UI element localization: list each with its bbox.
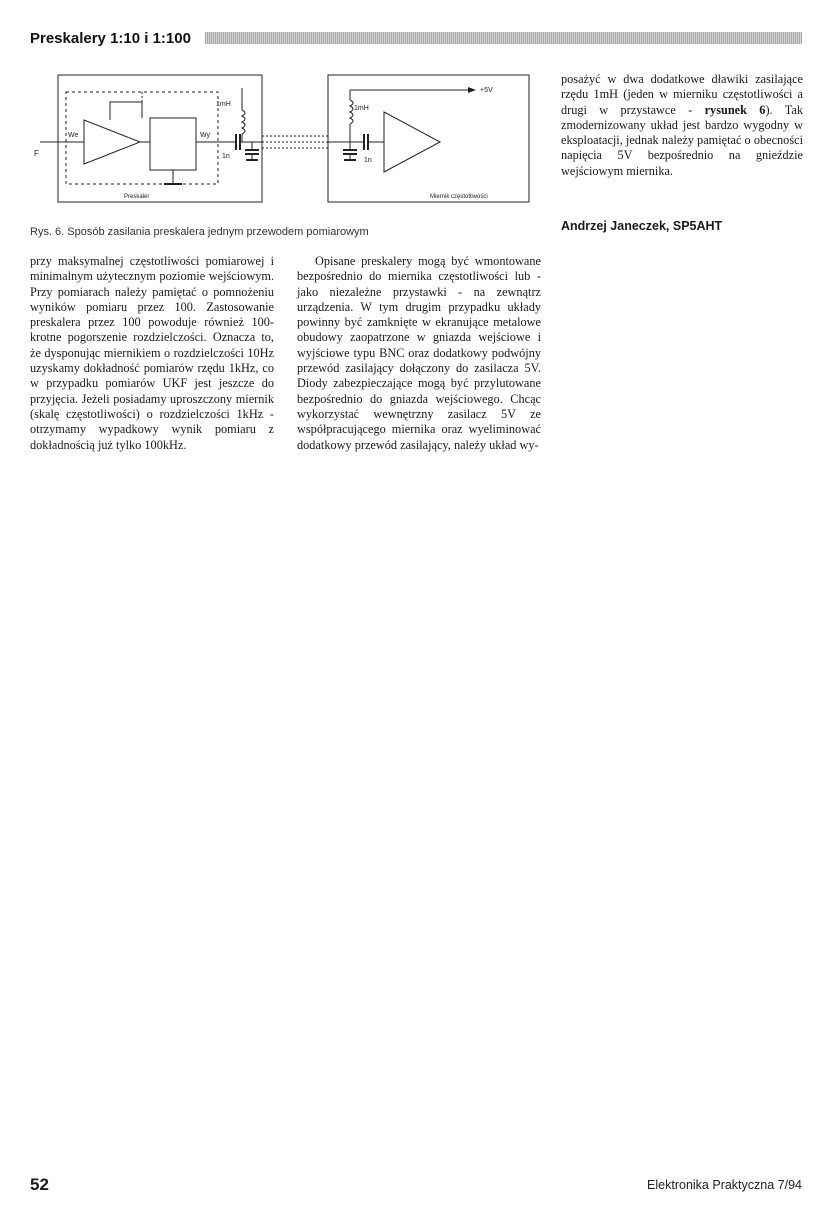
author-signature: Andrzej Janeczek, SP5AHT (561, 219, 723, 233)
column-3-text (561, 72, 803, 179)
figure-reference: rysunek 6 (704, 102, 766, 117)
fig-label-input: F (34, 149, 39, 158)
fig-label-prescaler: Preskaler (124, 194, 150, 200)
fig-label-cap-right: 1n (364, 157, 372, 164)
fig-label-inductor-left: 1mH (216, 101, 231, 108)
fig-label-wy: Wy (200, 132, 211, 139)
feedback-line (110, 102, 142, 120)
input-amplifier (84, 120, 140, 164)
article-column-2 (297, 254, 541, 453)
page-number: 52 (30, 1175, 49, 1194)
fig-label-cap-left: 1n (222, 153, 230, 160)
column-1-text: przy maksymalnej częstotliwości pomiarowej i minimalnym użytecznym poziomie wejściowym. Przy pomiarach należy pamiętać o pomnożeniu wyników pomiaru przez 100. Zastosowanie preskalera przez 100 powoduje również 100-krotne pogorszenie rozdzielczości. Oznacza to, że dysponując miernikiem o rozdzielczości 10Hz uzyskamy dokładność pomiarów rzędu 1kHz, co w przypadku pomiarów UKF jest jeszcze do przyjęcia. Jeżeli posiadamy uproszczony miernik (skalę częstotliwości) o rozdzielczości 1kHz - otrzymamy wypadkowy wynik pomiaru z dokładnością już tylko 100kHz. (30, 254, 274, 452)
fig-label-inductor-right: 1mH (354, 105, 369, 112)
running-header (30, 27, 802, 49)
article-column-3 (561, 72, 803, 179)
right-inductor (350, 100, 353, 124)
fig-label-meter: Miernik częstotliwości (430, 194, 488, 200)
fig-label-we: We (68, 132, 79, 139)
magazine-issue: Elektronika Praktyczna 7/94 (647, 1178, 802, 1192)
divider-block (150, 118, 196, 170)
left-inductor (242, 110, 245, 134)
header-rule (205, 32, 802, 44)
meter-enclosure (328, 75, 529, 202)
article-column-1 (30, 254, 274, 453)
circuit-diagram (32, 70, 532, 220)
meter-amplifier (384, 112, 440, 172)
prescaler-enclosure (58, 75, 262, 202)
section-title: Preskalery 1:10 i 1:100 (30, 29, 191, 47)
figure-caption: Rys. 6. Sposób zasilania preskalera jednym przewodem pomiarowym (30, 226, 369, 238)
column-3-text-a: posażyć w dwa dodatkowe dławiki zasilające rzędu 1mH (jeden w mierniku częstotliwości a drugi w przystawce - (561, 72, 803, 117)
circuit-figure (32, 70, 532, 220)
column-2-text: Opisane preskalery mogą być wmontowane bezpośrednio do miernika częstotliwości lub - jako niezależne przystawki - na zewnątrz urządzenia. W tym drugim przypadku układy powinny być zamknięte w ekranujące metalowe obudowy zaopatrzone w gniazda wejściowe i wyjściowe typu BNC oraz dodatkowy podwójny przewód zasilający dołączony do zasilacza 5V. Diody zabezpieczające mogą być przylutowane bezpośrednio do gniazda wejściowego. Chcąc wykorzystać wewnętrzny zasilacz 5V ze współpracującego miernika oraz wyeliminować dodatkowy przewód zasilający, należy układ wy- (297, 254, 541, 452)
fig-label-supply: +5V (480, 87, 493, 94)
column-3-text-b: ). Tak zmodernizowany układ jest bardzo wygodny w eksploatacji, jednak należy pamiętać o obecności napięcia 5V bezpośrednio na gnieździe wejściowym miernika. (561, 102, 803, 178)
